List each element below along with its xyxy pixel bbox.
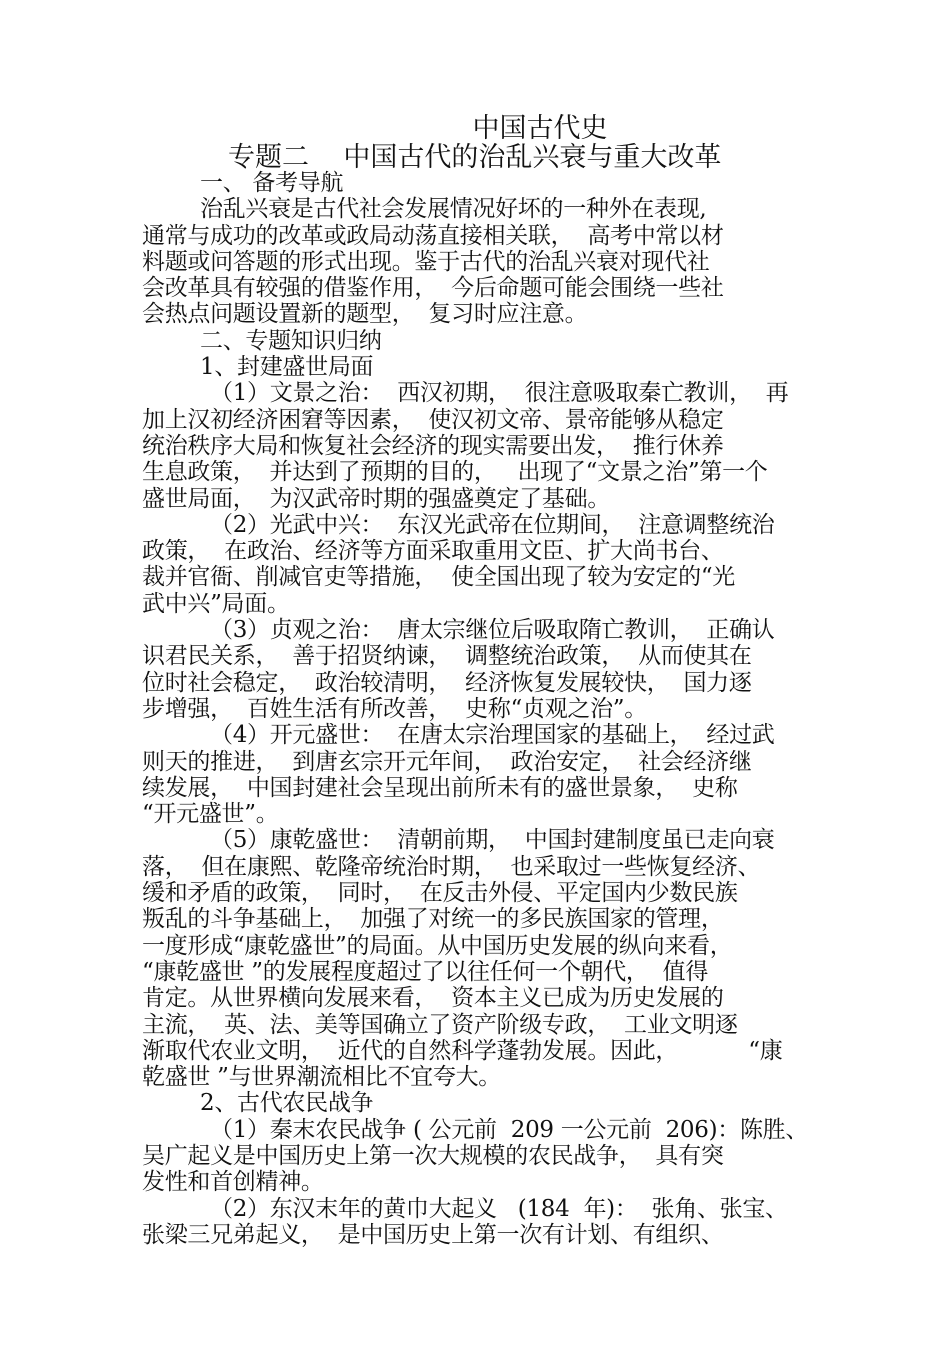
text-line: 一度形成“康乾盛世”的局面。从中国历史发展的纵向来看， [142,932,733,959]
text-line: 发性和首创精神。 [142,1169,324,1196]
text-line: 加上汉初经济困窘等因素， 使汉初文帝、景帝能够从稳定 [142,406,724,433]
text-line: （3）贞观之治： 唐太宗继位后吸取隋亡教训， 正确认 [210,617,775,644]
text-line: 则天的推进， 到唐玄宗开元年间， 政治安定， 社会经济继 [142,748,752,775]
text-line: 裁并官衙、削减官吏等措施， 使全国出现了较为安定的“光 [142,564,735,591]
text-line: 张梁三兄弟起义， 是中国历史上第一次有计划、有组织、 [142,1221,724,1248]
text-line: 肯定。从世界横向发展来看， 资本主义已成为历史发展的 [142,985,724,1012]
text-line: 叛乱的斗争基础上， 加强了对统一的多民族国家的管理， [142,906,724,933]
text-line: 落， 但在康熙、乾隆帝统治时期， 也采取过一些恢复经济、 [142,853,761,880]
text-line: （1）文景之治： 西汉初期， 很注意吸取秦亡教训， 再 [210,380,789,407]
text-line: 吴广起义是中国历史上第一次大规模的农民战争， 具有突 [142,1142,724,1169]
text-line: 渐取代农业文明， 近代的自然科学蓬勃发展。因此， “康 [142,1037,783,1064]
text-line: 盛世局面， 为汉武帝时期的强盛奠定了基础。 [142,485,611,512]
text-line: 缓和矛盾的政策， 同时， 在反击外侵、平定国内少数民族 [142,880,738,907]
text-line: 二、专题知识归纳 [200,327,382,354]
text-line: 续发展， 中国封建社会呈现出前所未有的盛世景象， 史称 [142,774,738,801]
text-line: 料题或问答题的形式出现。鉴于古代的治乱兴衰对现代社 [142,248,710,275]
text-line: 政策， 在政治、经济等方面采取重用文臣、扩大尚书台、 [142,538,724,565]
text-line: 会热点问题设置新的题型， 复习时应注意。 [142,301,588,328]
text-line: 会改革具有较强的借鉴作用， 今后命题可能会围绕一些社 [142,275,724,302]
text-line: （1）秦末农民战争 ( 公元前 209 一公元前 206)：陈胜、 [210,1116,809,1143]
text-line: 治乱兴衰是古代社会发展情况好坏的一种外在表现, [200,196,707,223]
text-line: 2、古代农民战争 [200,1090,374,1117]
document-body [142,170,882,1248]
text-line: （5）康乾盛世： 清朝前期， 中国封建制度虽已走向衰 [210,827,775,854]
text-line: 步增强， 百姓生活有所改善， 史称“贞观之治”。 [142,695,647,722]
text-line: 一、 备考导航 [200,170,344,196]
text-line: 识君民关系， 善于招贤纳谏， 调整统治政策， 从而使其在 [142,643,752,670]
text-line: 武中兴”局面。 [142,590,290,617]
text-line: 乾盛世 ”与世界潮流相比不宜夸大。 [142,1064,501,1091]
text-line: （2）东汉末年的黄巾大起义 (184 年)： 张角、张宝、 [210,1195,788,1222]
text-line: 1、封建盛世局面 [200,354,374,381]
text-line: 生息政策， 并达到了预期的目的， 出现了“文景之治”第一个 [142,459,768,486]
text-line: （2）光武中兴： 东汉光武帝在位期间， 注意调整统治 [210,511,775,538]
text-line: “康乾盛世 ”的发展程度超过了以往任何一个朝代， 值得 [142,958,709,985]
text-line: 主流， 英、法、美等国确立了资产阶级专政， 工业文明逐 [142,1011,738,1038]
text-line: （4）开元盛世： 在唐太宗治理国家的基础上， 经过武 [210,722,775,749]
document-title: 中国古代史 [472,113,608,144]
text-line: “开元盛世”。 [142,801,279,828]
text-line: 位时社会稳定， 政治较清明， 经济恢复发展较快， 国力逐 [142,669,752,696]
text-line: 统治秩序大局和恢复社会经济的现实需要出发， 推行休养 [142,432,724,459]
text-line: 通常与成功的改革或政局动荡直接相关联， 高考中常以材 [142,222,724,249]
document-subtitle: 专题二 中国古代的治乱兴衰与重大改革 [228,142,722,173]
